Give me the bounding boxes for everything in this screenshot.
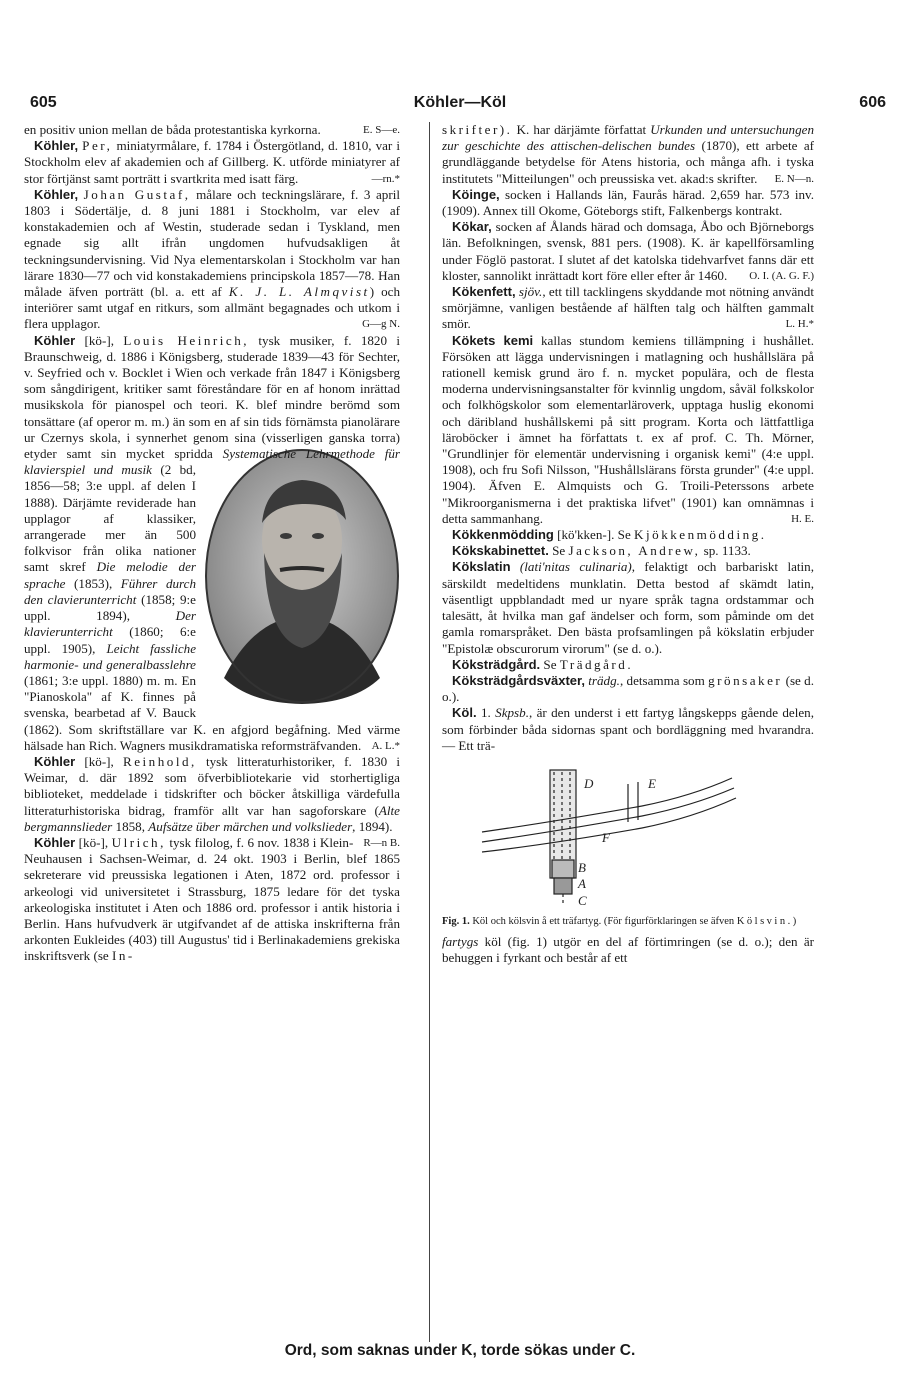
entry-kokskabinettet: Kökskabinettet. Se Jackson, Andrew, sp. 1133. <box>452 543 751 559</box>
label-B: B <box>578 859 586 875</box>
label-D: D <box>584 775 594 791</box>
label-E: E <box>648 775 656 791</box>
entry-kokets-kemi: Kökets kemi kallas stundom kemiens tillämpning i hushållet. Försöken att lägga undervisningen i matlagning och hushållslära på rationell kemisk grund äro f. n. mycket populära, och de flesta moderna undervisningsanstalter för kvinnlig ungdom, såväl folkskolor och folkhögskolor som elementarläroverk, upptaga huslig ekonomi och däribland hushållskemi på sitt program. Korta och lättfattliga läroböcker i ämnet ha författats t. ex af prof. C. Th. Mörner, "Grundlinjer för elementär undervisning i organisk kemi" (4:e uppl. 1908), och fru Sofi Nilsson, "Hushållslärans första grunder" (4:e uppl. 1904). Äfven E. Almquists och G. Troili-Peterssons arbete "Mikroorganismerna i det praktiska lifvet" (1901) kan omnämnas i detta sammanhang. H. E. <box>442 332 814 526</box>
entry-kokenfett: Kökenfett, sjöv., ett till tacklingens skyddande mot nötning användt smörjämne, vanligen bestående af hälften talg och hälften gammalt smör. L. H.* <box>442 284 814 332</box>
entry-kokstradgardsvaxter: Köksträdgårdsväxter, trädg., detsamma som grönsaker (se d. o.). <box>442 672 814 705</box>
entry-kohler-per: Köhler, Per, miniatyrmålare, f. 1784 i Östergötland, d. 1810, var i Stockholm elev af akademien och af Gillberg. K. utförde miniatyrer af stor förtjänst samt porträtt i svartkrita med isatt färg. —rn.* <box>24 138 401 186</box>
entry-kokkenmodding: Kökkenmödding [kö'kken-]. Se Kjökkenmödding. <box>452 527 767 543</box>
entry-kol: Köl. 1. Skpsb., är den underst i ett fartyg långskepps gående delen, som förbinder båda sidornas spant och bordläggning med hvarandra. — Ett trä- <box>442 705 814 753</box>
entry-kohler-ulrich: Köhler [kö-], Ulrich, tysk filolog, f. 6 nov. 1838 i Klein-Neuhausen i Sachsen-Weimar, d. 24 okt. 1903 i Berlin, blef 1865 sekreterare vid preussiska legationen i Aten, 1872 ord. professor i arkeologi vid universitetet i Strassburg, 1875 ledare för det tyska arkeologiska institutet i Aten och 1886 ord. professor i antik historia i Berlin. Hans hufvudverk är utgifvandet af de attiska inskrifterna från arkonten Eukleides (403) till Augustus' tid i Berlinakademiens grekiska inskriftsverk (se In- <box>24 834 400 964</box>
page-number-left: 605 <box>30 94 57 111</box>
page-footer: Ord, som saknas under K, torde sökas under C. <box>284 1342 636 1359</box>
entry-kol-continued: fartygs köl (fig. 1) utgör en del af förtimringen (se d. o.); den är behuggen i fyrkant och består af ett <box>442 934 814 966</box>
label-F: F <box>602 829 610 845</box>
entry-continuation: en positiv union mellan de båda protestantiska kyrkorna. E. S—e. <box>24 122 400 137</box>
entry-kokslatin: Kökslatin (lati'nitas culinaria), felaktigt och barbariskt latin, särskildt medeltidens munklatin. Detta bestod af skämdt latin, väsentligt uppblandadt med ur nyare språk tagna ordstammar och talesätt, åt hvilka man gaf ändelser och form, som påminde om det gamla romarspråket. Den bästa profsamlingen på kökslatin erbjuder "Epistolæ obscurorum virorum" (se d. o.). <box>442 559 814 656</box>
page-title: Köhler—Köl <box>413 94 507 111</box>
label-C: C <box>578 892 587 908</box>
entry-koinge: Köinge, socken i Hallands län, Faurås härad. 2,659 har. 573 inv. (1909). Annex till Okome, Göteborgs stift, Falkenbergs kontrakt. <box>442 186 814 219</box>
entry-kokar: Kökar, socken af Ålands härad och domsaga, Åbo och Björneborgs län. Befolkningen, svensk, 881 pers. (1908). K. är kapellförsamling under Föglö pastorat. I slutet af det katolska tidehvarfvet fanns där ett kloster, sannolikt inrättadt kort före eller efter år 1460. O. I. (A. G. F.) <box>442 219 814 283</box>
left-column <box>24 122 400 965</box>
page-number-right: 606 <box>859 94 886 111</box>
entry-continuation-ulrich: skrifter). K. har därjämte författat Urkunden und untersuchungen zur geschichte des attischen-delischen bundes (1870), ett arbete af grundläggande betydelse för Atens historia, och många afh. i tyska institutets "Mitteilungen" och preussiska vet. akad:s skrifter. E. N—n. <box>442 122 814 186</box>
label-A: A <box>578 875 586 891</box>
keel-figure <box>442 760 814 928</box>
right-column <box>442 122 814 967</box>
entry-kohler-reinhold: Köhler [kö-], Reinhold, tysk litteraturhistoriker, f. 1830 i Weimar, d. där 1892 som öfverbibliotekarie vid storhertigliga biblioteket, meddelade i tidskrifter och böcker åtskilliga värdefulla litteraturhistoriska bidrag, framför allt var han sagoforskare (Alte bergmannslieder 1858, Aufsätze über märchen und volkslieder, 1894). R—n B. <box>24 753 400 849</box>
keel-diagram <box>442 760 814 910</box>
entry-kokstradgard: Köksträdgård. Se Trädgård. <box>452 656 634 672</box>
entry-kohler-johan-gustaf: Köhler, Johan Gustaf, målare och teckningslärare, f. 3 april 1803 i Södertälje, d. 8 juni 1881 i Stockholm, var elev af konstakademien och af Westin, studerade sedan i Tyskland, men egnade sig allt ifrån ungdomen hufvudsakligen åt teckningsundervisning. Vid Nya elementarskolan i Stockholm var han lärare 1830—77 och vid konstakademiens principskola 1857—78. Han målade äfven porträtt (bl. a. ett af K. J. L. Almqvist) och interiörer samt utgaf en ritkurs, som allmänt begagnades och utkom i flera upplagor. G—g N. <box>24 186 400 332</box>
figure-caption: Fig. 1. Köl och kölsvin å ett träfartyg. (För figurförklaringen se äfven Kölsvin.) <box>442 916 797 928</box>
entry-kohler-louis-heinrich: Köhler [kö-], Louis Heinrich, tysk musiker, f. 1820 i Braunschweig, d. 1886 i Königsberg, studerade 1839—43 för Sechter, v. Seyfried och v. Bocklet i Wien och verkade från 1847 i Königsberg som sångdirigent, kritiker samt föreståndare för en af honom inrättad musikskola för pianospel och teori. K. blef mindre berömd som tonsättare (af operor m. m.) än som en af sin tids förnämsta pianolärare ur Czernys skola, i synnerhet genom sina (visserligen ganska torra) etyder samt sin mycket spridda Systematische Lehrmethode für klavierspiel und musik (2 bd, 1856—58; 3:e uppl. af delen I 1888). Därjämte reviderade han upplagor af klassiker, arrangerade mer än 500 folkvisor från olika nationer samt skref Die melodie der sprache (1853), Führer durch den clavierunterricht (1858; 9:e uppl. 1894), Der klavierunterricht (1860; 6:e uppl. 1905), Leicht fassliche harmonie- und generalbasslehre (1861; 3:e uppl. 1880) m. m. En "Pianoskola" af K. finnes på svenska, bearbetad af V. Bauck (1862). Som skriftställare var K. en afgjord begåfning. Med värme hälsade han Rich. Wagners musikdramatiska reformsträfvanden. A. L.* <box>24 332 400 753</box>
portrait-photo <box>204 448 400 704</box>
column-divider <box>429 122 430 1342</box>
